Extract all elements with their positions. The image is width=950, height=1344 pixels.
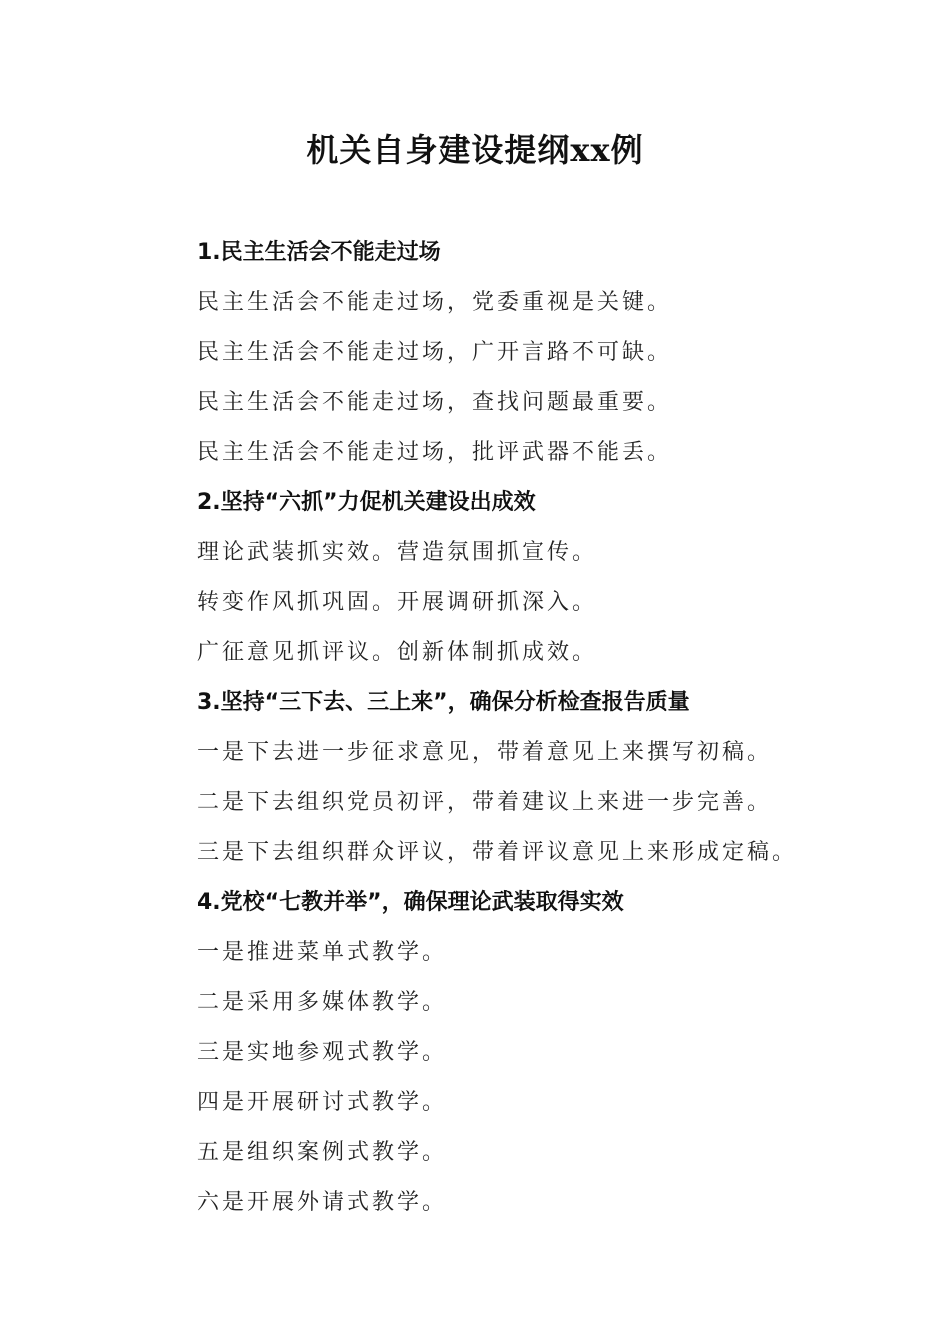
- document-body: [197, 228, 917, 1228]
- section-heading: 1.民主生活会不能走过场: [197, 240, 441, 265]
- section-1: [197, 228, 917, 478]
- paragraph-line: 二是下去组织党员初评，带着建议上来进一步完善。: [197, 790, 773, 815]
- paragraph-line: 理论武装抓实效。营造氛围抓宣传。: [197, 540, 598, 565]
- document-title: 机关自身建设提纲xx例: [306, 131, 644, 169]
- section-3: [197, 678, 917, 878]
- paragraph-line: 二是采用多媒体教学。: [197, 990, 448, 1015]
- paragraph-line: 三是实地参观式教学。: [197, 1040, 448, 1065]
- paragraph-line: 民主生活会不能走过场，广开言路不可缺。: [197, 340, 673, 365]
- section-heading: 3.坚持“三下去、三上来”，确保分析检查报告质量: [197, 690, 690, 715]
- paragraph-line: 五是组织案例式教学。: [197, 1140, 448, 1165]
- section-heading: 4.党校“七教并举”，确保理论武装取得实效: [197, 890, 624, 915]
- section-2: [197, 478, 917, 678]
- section-4: [197, 878, 917, 1228]
- paragraph-line: 一是推进菜单式教学。: [197, 940, 448, 965]
- paragraph-line: 广征意见抓评议。创新体制抓成效。: [197, 640, 598, 665]
- paragraph-line: 民主生活会不能走过场，党委重视是关键。: [197, 290, 673, 315]
- paragraph-line: 民主生活会不能走过场，批评武器不能丢。: [197, 440, 673, 465]
- paragraph-line: 转变作风抓巩固。开展调研抓深入。: [197, 590, 598, 615]
- paragraph-line: 三是下去组织群众评议，带着评议意见上来形成定稿。: [197, 840, 798, 865]
- paragraph-line: 民主生活会不能走过场，查找问题最重要。: [197, 390, 673, 415]
- paragraph-line: 一是下去进一步征求意见，带着意见上来撰写初稿。: [197, 740, 773, 765]
- section-heading: 2.坚持“六抓”力促机关建设出成效: [197, 490, 536, 515]
- paragraph-line: 六是开展外请式教学。: [197, 1190, 448, 1215]
- paragraph-line: 四是开展研讨式教学。: [197, 1090, 448, 1115]
